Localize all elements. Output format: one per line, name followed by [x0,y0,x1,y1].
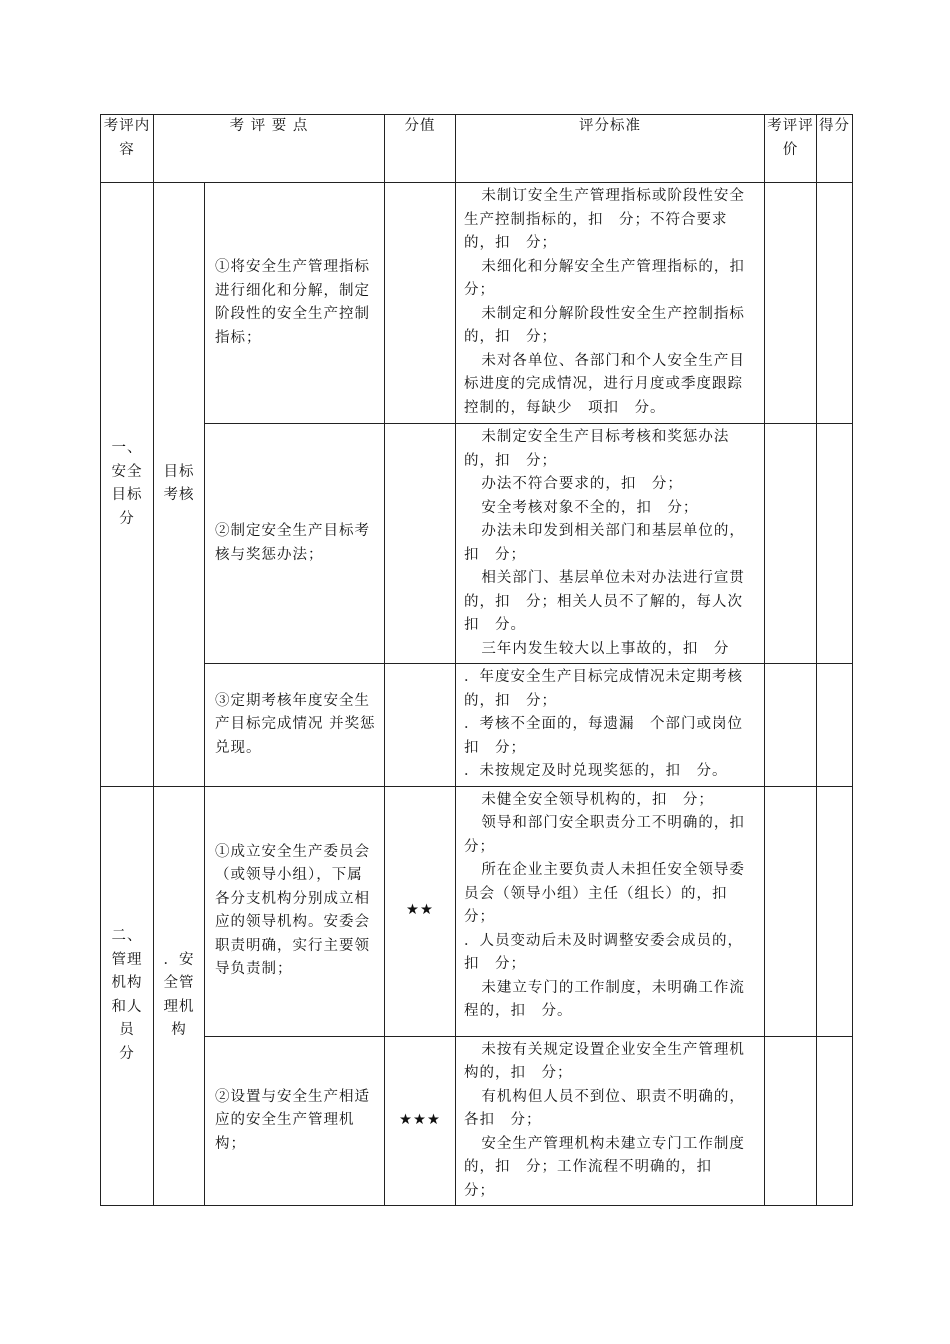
section-1-sub: 目标考核 [154,183,205,787]
standard-cell [456,1036,765,1206]
eval-cell [765,786,817,1036]
standard-line: 安全生产管理机构未建立专门工作制度的，扣 分；工作流程不明确的，扣 分； [464,1135,745,1199]
standard-line: 未对各单位、各部门和个人安全生产目标进度的完成情况，进行月度或季度跟踪控制的，每缺少 项扣 分。 [464,352,745,416]
standard-line: 未制定安全生产目标考核和奖惩办法的，扣 分； [464,429,730,469]
section-1-title: 一、安全目标分 [101,183,154,787]
standard-line: 未制定和分解阶段性安全生产控制指标的，扣 分； [464,305,745,345]
standard-line: ．未按规定及时兑现奖惩的，扣 分。 [464,763,728,779]
standard-line: 安全考核对象不全的，扣 分； [481,499,699,516]
standard-cell [456,183,765,424]
evaluation-table [100,114,853,1206]
got-cell [817,786,853,1036]
point-cell: ②制定安全生产目标考核与奖惩办法； [205,424,385,664]
score-cell [385,183,456,424]
header-score: 分值 [385,115,456,183]
standard-line: 领导和部门安全职责分工不明确的，扣 分； [464,815,761,855]
standard-line: 办法不符合要求的，扣 分； [481,476,683,492]
standard-line: 相关部门、基层单位未对办法进行宣贯的，扣 分；相关人员不了解的，每人次扣 分。 [464,570,745,633]
got-cell [817,664,853,787]
table-row [101,424,853,664]
table-row [101,664,853,787]
score-cell: ★★★ [385,1036,456,1206]
eval-cell [765,183,817,424]
standard-line: ．人员变动后未及时调整安委会成员的，扣 分； [464,932,744,972]
standard-cell [456,664,765,787]
header-content: 考评内容 [101,115,154,183]
section-2-sub: ．安全管理机构 [154,786,205,1206]
section-2-title: 二、管理机构和人员 分 [101,786,154,1206]
point-cell: ①将安全生产管理指标进行细化和分解，制定阶段性的安全生产控制指标； [205,183,385,424]
eval-cell [765,1036,817,1206]
header-points: 考 评 要 点 [154,115,385,183]
standard-line: ．年度安全生产目标完成情况未定期考核的，扣 分； [464,669,744,709]
standard-line: 所在企业主要负责人未担任安全领导委员会（领导小组）主任（组长）的，扣 分； [464,862,745,925]
table-row [101,786,853,1036]
header-standard: 评分标准 [456,115,765,183]
standard-line: 未制订安全生产管理指标或阶段性安全生产控制指标的，扣 分；不符合要求的，扣 分； [464,188,745,251]
standard-line: 三年内发生较大以上事故的，扣 分 [481,640,730,657]
score-cell: ★★ [385,786,456,1036]
got-cell [817,1036,853,1206]
score-cell [385,664,456,787]
standard-cell [456,424,765,664]
score-cell [385,424,456,664]
standard-line: ．考核不全面的，每遗漏 个部门或岗位扣 分； [464,716,744,756]
header-row [101,115,853,183]
standard-line: 未建立专门的工作制度，未明确工作流程的，扣 分。 [464,979,745,1019]
point-cell: ②设置与安全生产相适应的安全生产管理机构； [205,1036,385,1206]
table-row [101,183,853,424]
standard-line: 未按有关规定设置企业安全生产管理机构的，扣 分； [464,1041,745,1081]
point-cell: ③定期考核年度安全生产目标完成情况 并奖惩兑现。 [205,664,385,787]
standard-line: 未细化和分解安全生产管理指标的，扣 分； [464,258,761,298]
got-cell [817,183,853,424]
point-cell: ①成立安全生产委员会（或领导小组），下属各分支机构分别成立相应的领导机构。安委会职责明确，实行主要领导负责制； [205,786,385,1036]
header-eval: 考评评价 [765,115,817,183]
table-row [101,1036,853,1206]
standard-line: 未健全安全领导机构的，扣 分； [481,791,714,808]
got-cell [817,424,853,664]
eval-cell [765,424,817,664]
header-got: 得分 [817,115,853,183]
standard-cell [456,786,765,1036]
standard-line: 有机构但人员不到位、职责不明确的，各扣 分； [464,1088,745,1128]
standard-line: 办法未印发到相关部门和基层单位的，扣 分； [464,523,745,563]
eval-cell [765,664,817,787]
